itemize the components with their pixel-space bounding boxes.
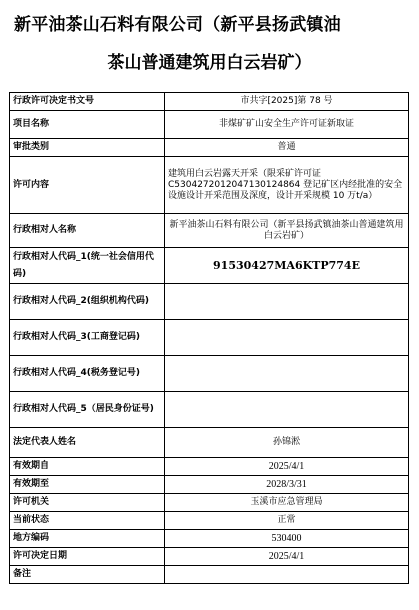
page-title-line-2: 茶山普通建筑用白云岩矿） [107,53,312,73]
row-value: 2025/4/1 [165,458,409,476]
row-value [165,356,409,392]
row-value: 91530427MA6KTP774E [165,248,409,284]
row-label: 项目名称 [10,111,165,139]
table-row [10,494,409,512]
row-value: 2025/4/1 [165,548,409,566]
row-value [165,392,409,428]
table-row [10,548,409,566]
row-value: 普通 [165,139,409,157]
row-value: 市共字[2025]第 78 号 [165,93,409,111]
row-label: 有效期至 [10,476,165,494]
table-row [10,93,409,111]
row-label: 行政许可决定书文号 [10,93,165,111]
table-row [10,248,409,284]
row-label: 许可内容 [10,157,165,214]
table-row [10,111,409,139]
row-label: 审批类别 [10,139,165,157]
page-title-line-1: 新平油茶山石料有限公司（新平县扬武镇油 [14,15,341,35]
row-value [165,284,409,320]
row-value [165,566,409,584]
row-label: 行政相对人代码_3(工商登记码) [10,320,165,356]
table-row [10,356,409,392]
row-label: 有效期自 [10,458,165,476]
table-row [10,284,409,320]
row-label: 许可决定日期 [10,548,165,566]
row-value: 玉溪市应急管理局 [165,494,409,512]
row-label: 当前状态 [10,512,165,530]
table-row [10,566,409,584]
row-label: 备注 [10,566,165,584]
row-label: 行政相对人代码_4(税务登记号) [10,356,165,392]
table-row [10,214,409,248]
table-row [10,157,409,214]
row-label: 行政相对人代码_5（居民身份证号) [10,392,165,428]
table-row [10,458,409,476]
row-value: 非煤矿矿山安全生产许可证新取证 [165,111,409,139]
license-info-table [9,92,409,584]
row-value: 正常 [165,512,409,530]
row-label: 地方编码 [10,530,165,548]
row-label: 行政相对人代码_2(组织机构代码) [10,284,165,320]
table-row [10,512,409,530]
table-row [10,139,409,157]
row-label: 行政相对人代码_1(统一社会信用代码) [10,248,165,284]
row-label: 许可机关 [10,494,165,512]
row-value [165,320,409,356]
table-row [10,320,409,356]
table-row [10,392,409,428]
table-row [10,476,409,494]
table-row [10,530,409,548]
row-value: 新平油茶山石料有限公司（新平县扬武镇油茶山普通建筑用白云岩矿） [165,214,409,248]
row-value: 孙锦淞 [165,428,409,458]
row-value: 建筑用白云岩露天开采（限采矿许可证C5304272012047130124864 登记矿区内经批准的安全设施设计开采范围及深度，设计开采规模 10 万t/a） [165,157,409,214]
row-value: 2028/3/31 [165,476,409,494]
row-label: 行政相对人名称 [10,214,165,248]
row-value: 530400 [165,530,409,548]
table-row [10,428,409,458]
row-label: 法定代表人姓名 [10,428,165,458]
